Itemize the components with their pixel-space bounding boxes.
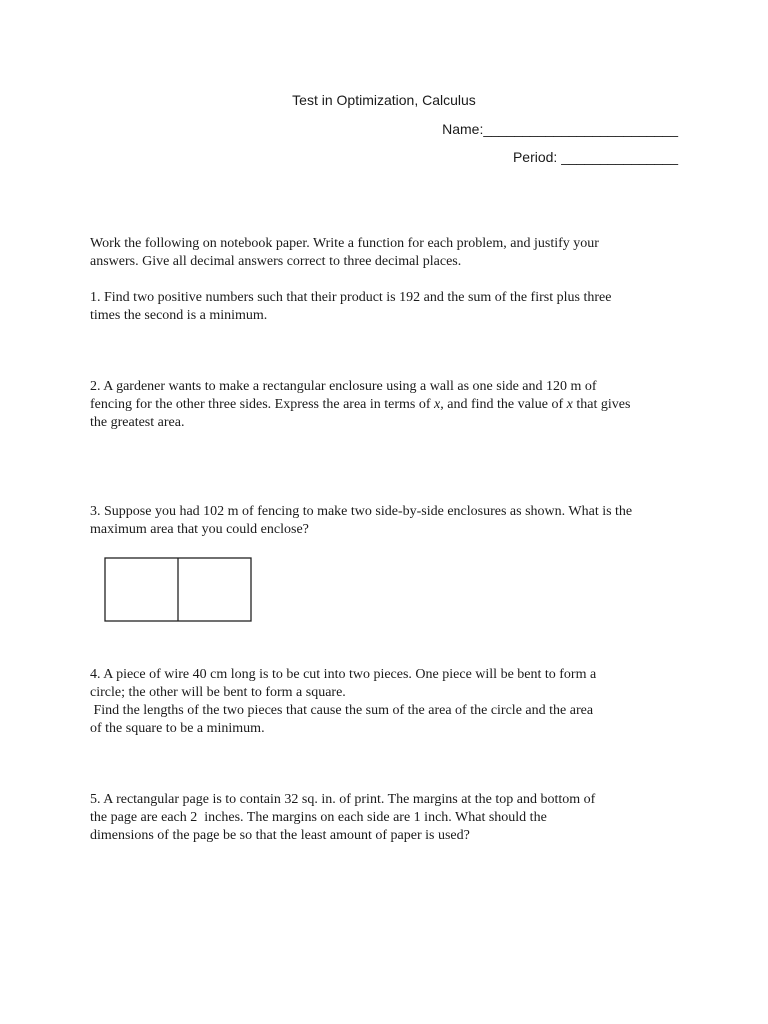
problem-line: of the square to be a minimum. — [90, 721, 265, 736]
variable-x: x — [566, 397, 573, 412]
instructions-line: answers. Give all decimal answers correct to three decimal places. — [90, 254, 462, 269]
problem-line: 2. A gardener wants to make a rectangular enclosure using a wall as one side and 120 m of — [90, 379, 597, 394]
problem-line: dimensions of the page be so that the least amount of paper is used? — [90, 828, 470, 843]
problem-line: 1. Find two positive numbers such that their product is 192 and the sum of the first plus three — [90, 290, 612, 305]
problem-1 — [90, 289, 690, 325]
problem-text: that gives — [572, 397, 631, 412]
problem-text: fencing for the other three sides. Express the area in terms of — [90, 397, 435, 412]
page-title: Test in Optimization, Calculus — [292, 92, 476, 108]
problem-line: circle; the other will be bent to form a square. — [90, 685, 346, 700]
variable-x: x — [434, 397, 441, 412]
instructions — [90, 235, 690, 271]
problem-line — [90, 396, 690, 414]
problem-line: 3. Suppose you had 102 m of fencing to make two side-by-side enclosures as shown. What is the — [90, 504, 633, 519]
problem-3 — [90, 503, 690, 539]
problem-4 — [90, 666, 690, 738]
problem-line: 5. A rectangular page is to contain 32 sq. in. of print. The margins at the top and bottom of — [90, 792, 596, 807]
problem-line: the greatest area. — [90, 415, 185, 430]
problem-2 — [90, 378, 690, 432]
problem-line: Find the lengths of the two pieces that cause the sum of the area of the circle and the area — [90, 703, 594, 718]
enclosure-diagram — [104, 557, 252, 622]
problem-line: the page are each 2 inches. The margins on each side are 1 inch. What should the — [90, 810, 547, 825]
problem-line: 4. A piece of wire 40 cm long is to be cut into two pieces. One piece will be bent to form a — [90, 667, 597, 682]
problem-line: maximum area that you could enclose? — [90, 522, 309, 537]
name-field-label: Name:_________________________ — [442, 121, 678, 137]
period-field-label: Period: _______________ — [512, 149, 678, 165]
problem-5 — [90, 791, 690, 845]
problem-text: , and find the value of — [440, 397, 567, 412]
instructions-line: Work the following on notebook paper. Write a function for each problem, and justify your — [90, 236, 599, 251]
problem-line: times the second is a minimum. — [90, 308, 268, 323]
